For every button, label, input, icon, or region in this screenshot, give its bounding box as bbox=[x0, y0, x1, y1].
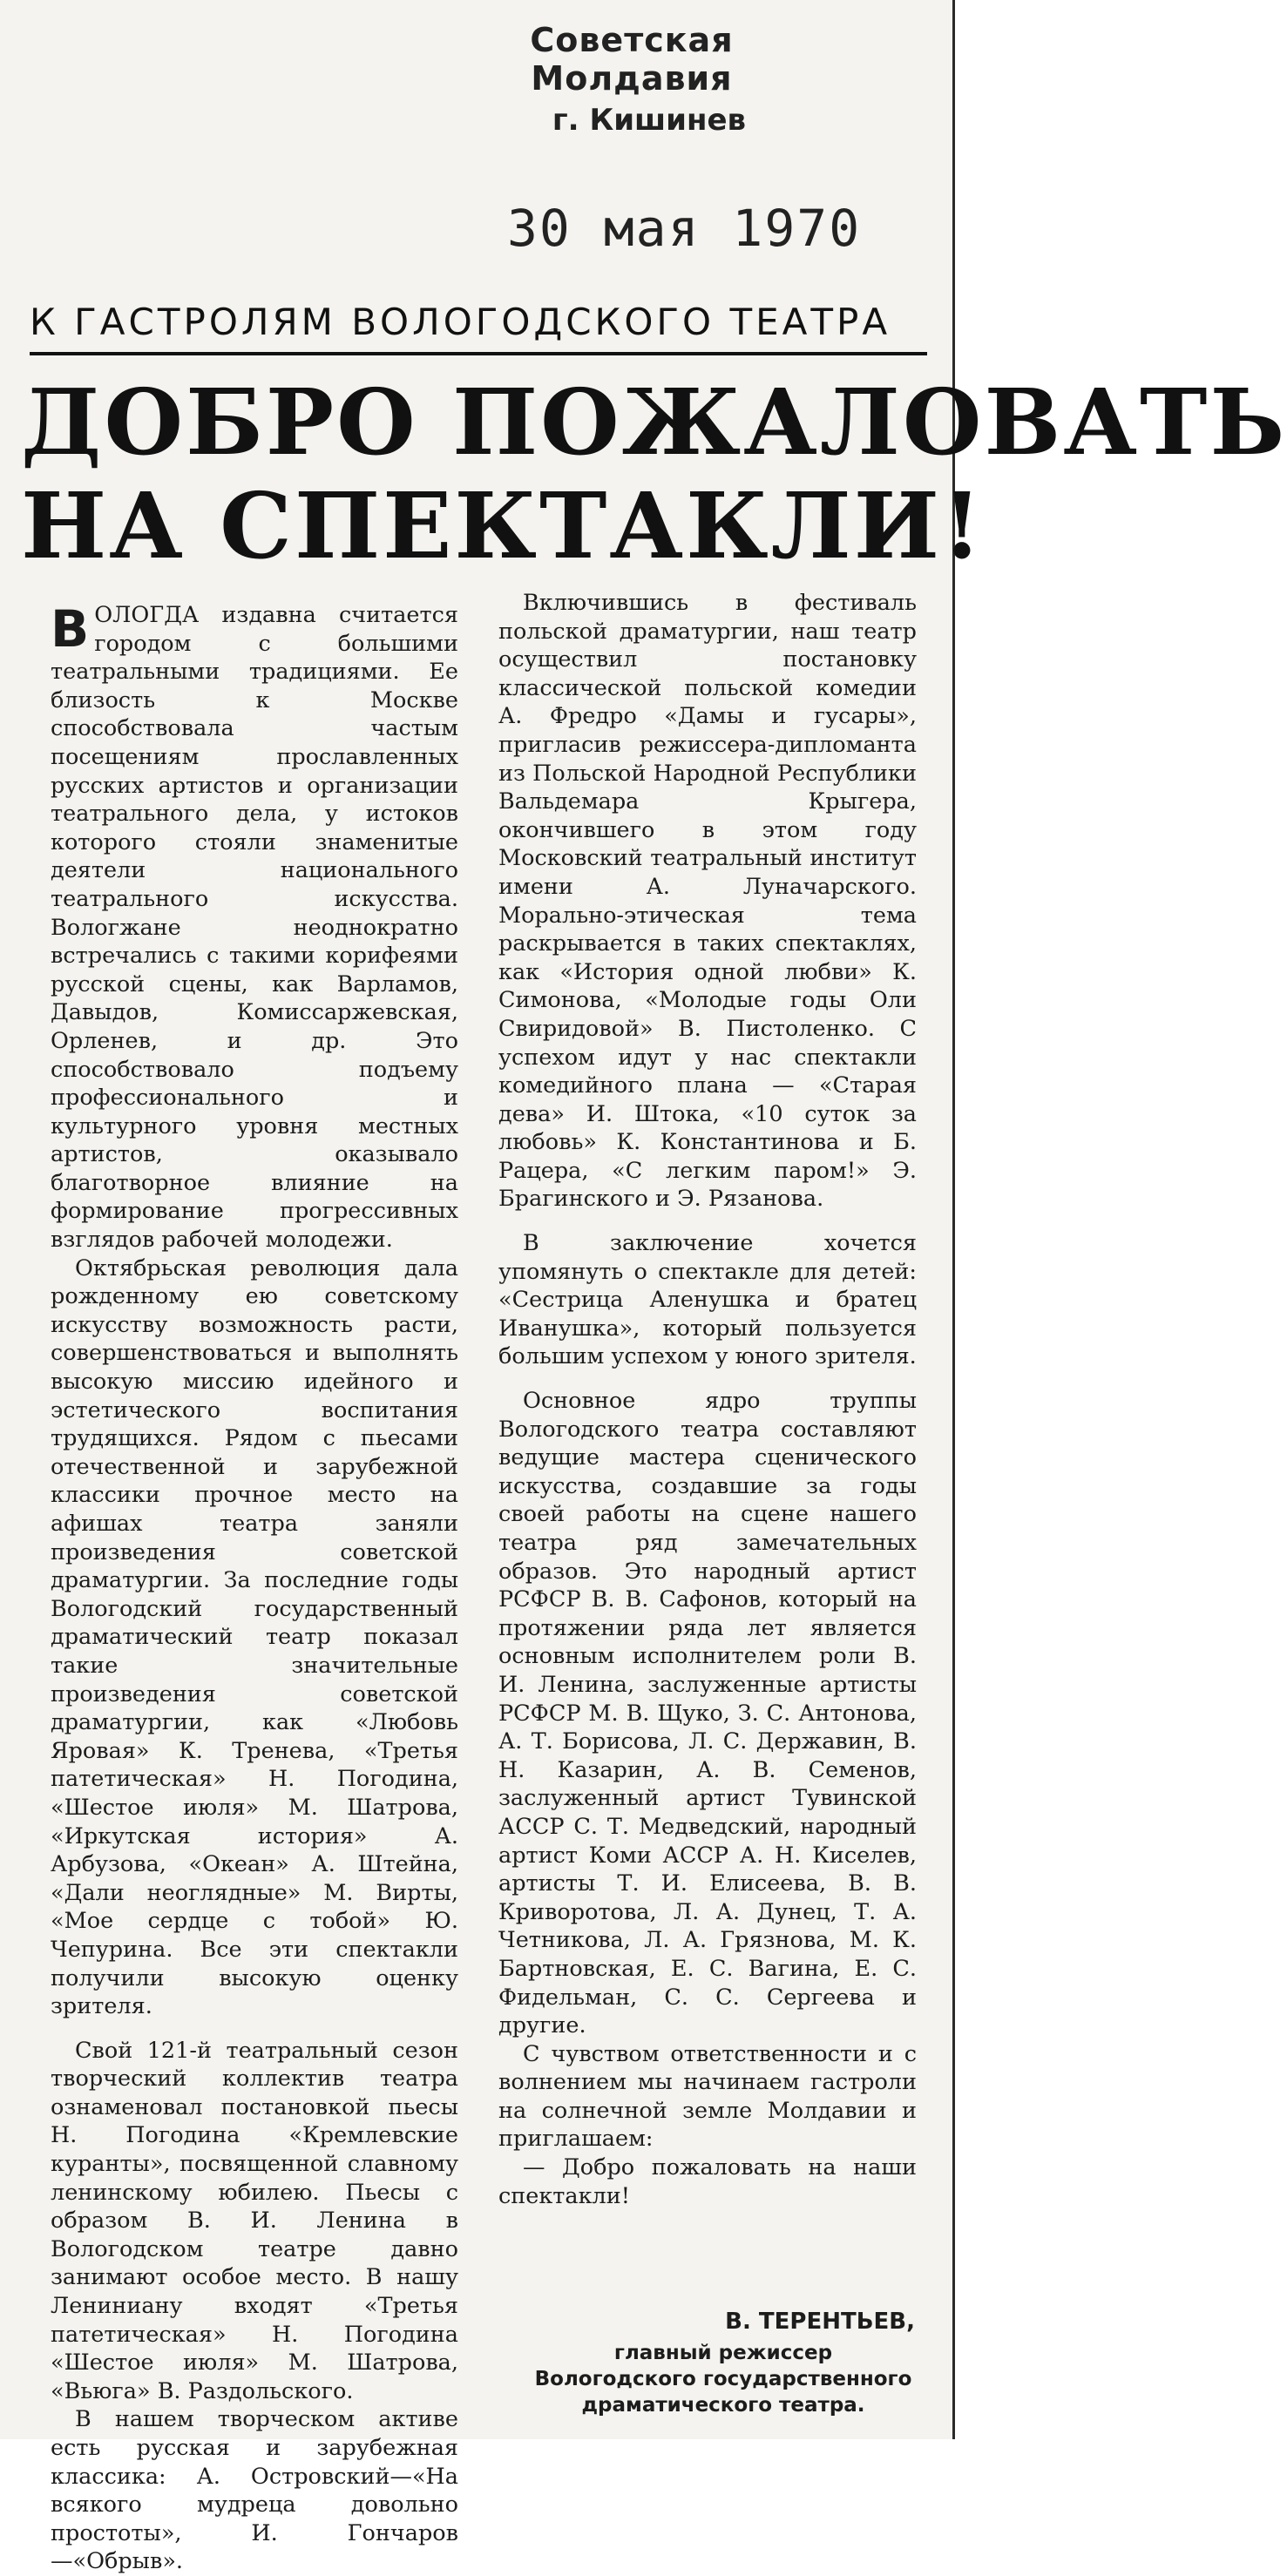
article-paragraph: — Добро пожаловать на наши спектакли! bbox=[498, 2154, 917, 2209]
article-paragraph bbox=[51, 601, 458, 1254]
stamp-city: г. Кишинев bbox=[552, 103, 747, 138]
author-signature: В. ТЕРЕНТЬЕВ, bbox=[725, 2309, 915, 2335]
article-column-left bbox=[51, 601, 458, 2576]
newspaper-stamp bbox=[427, 21, 837, 138]
rubric-rule bbox=[30, 352, 927, 355]
drop-cap: В bbox=[51, 599, 90, 659]
article-column-right bbox=[498, 589, 917, 2210]
article-paragraph: Включившись в фестиваль польской драматургии, наш театр осуществил постановку классической польской комедии А. Фредро «Дамы и гусары», пригласив режиссера-дипломанта из Польской Народной Республики Вальдемара Крыгера, окончившего в этом году Московский театральный институт имени А. Луначарского. Морально-этическая тема раскрывается в таких спектаклях, как «История одной любви» К. Симонова, «Молодые годы Оли Свиридовой» В. Пистоленко. С успехом идут у нас спектакли комедийного плана — «Старая дева» И. Штока, «10 суток за любовь» К. Константинова и Б. Рацера, «С легким паром!» Э. Брагинского и Э. Рязанова. bbox=[498, 590, 917, 1213]
paragraph-text: ОЛОГДА издавна считается городом с большими театральными традициями. Ее близость к Москве способствовала частым посещениям прославленных русских артистов и организации театрального дела, у истоков которого стояли знаменитые деятели национального театрального искусства. Вологжане неоднократно встречались с такими корифеями русской сцены, как Варламов, Давыдов, Комиссаржевская, Орленев, и др. Это способствовало подъему профессионального и культурного уровня местных артистов, оказывало благотворное влияние на формирование прогрессивных взглядов рабочей молодежи. bbox=[51, 602, 458, 1254]
article-paragraph: В нашем творческом активе есть русская и зарубежная классика: А. Островский—«На всякого мудреца довольно простоты», И. Гончаров—«Обрыв». bbox=[51, 2406, 458, 2575]
stamp-newspaper-name: Советская Молдавия bbox=[530, 21, 734, 98]
article-paragraph: Основное ядро труппы Вологодского театра составляют ведущие мастера сценического искусства, создавшие за годы своей работы на сцене нашего театра ряд замечательных образов. Это народный артист РСФСР В. В. Сафонов, который на протяжении ряда лет является основным исполнителем роли В. И. Ленина, заслуженные артисты РСФСР М. В. Щуко, З. С. Антонова, А. Т. Борисова, Л. С. Державин, В. Н. Казарин, А. В. Семенов, заслуженный артист Тувинской АССР С. Т. Медведский, народный артист Коми АССР А. Н. Киселев, артисты Т. И. Елисеева, В. В. Криворотова, Л. А. Дунец, Т. А. Четникова, Л. А. Грязнова, М. К. Бартновская, Е. С. Вагина, Е. С. Фидельман, С. С. Сергеева и другие. bbox=[498, 1388, 917, 2039]
article-paragraph: С чувством ответственности и с волнением мы начинаем гастроли на солнечной земле Молдавии и приглашаем: bbox=[498, 2040, 917, 2153]
rubric-heading: К ГАСТРОЛЯМ ВОЛОГОДСКОГО ТЕАТРА bbox=[30, 301, 891, 343]
article-paragraph: Октябрьская революция дала рожденному ею советскому искусству возможность расти, совершенствоваться и выполнять высокую миссию идейного и эстетического воспитания трудящихся. Рядом с пьесами отечественной и зарубежной классики прочное место на афишах театра заняли произведения советской драматургии. За последние годы Вологодский государственный драматический театр показал такие значительные произведения советской драматургии, как «Любовь Яровая» К. Тренева, «Третья патетическая» Н. Погодина, «Шестое июля» М. Шатрова, «Иркутская история» А. Арбузова, «Океан» А. Штейна, «Дали неоглядные» М. Вирты, «Мое сердце с тобой» Ю. Чепурина. Все эти спектакли получили высокую оценку зрителя. bbox=[51, 1254, 458, 2020]
article-paragraph: Свой 121-й театральный сезон творческий коллектив театра ознаменовал постановкой пьесы Н. Погодина «Кремлевские куранты», посвященной славному ленинскому юбилею. Пьесы с образом В. И. Ленина в Вологодском театре давно занимают особое место. В нашу Лениниану входят «Третья патетическая» Н. Погодина «Шестое июля» М. Шатрова, «Вьюга» В. Раздольского. bbox=[51, 2037, 458, 2404]
headline-line-2: НА СПЕКТАКЛИ! bbox=[21, 472, 985, 580]
publication-date: 30 мая 1970 bbox=[507, 199, 862, 258]
author-title: главный режиссер Вологодского государственного драматического театра. bbox=[534, 2342, 912, 2417]
article-paragraph: В заключение хочется упомянуть о спектакле для детей: «Сестрица Аленушка и братец Иванушка», который пользуется большим успехом у юного зрителя. bbox=[498, 1230, 917, 1370]
headline-line-1: ДОБРО ПОЖАЛОВАТЬ bbox=[21, 368, 1287, 476]
article-headline bbox=[21, 368, 1287, 580]
